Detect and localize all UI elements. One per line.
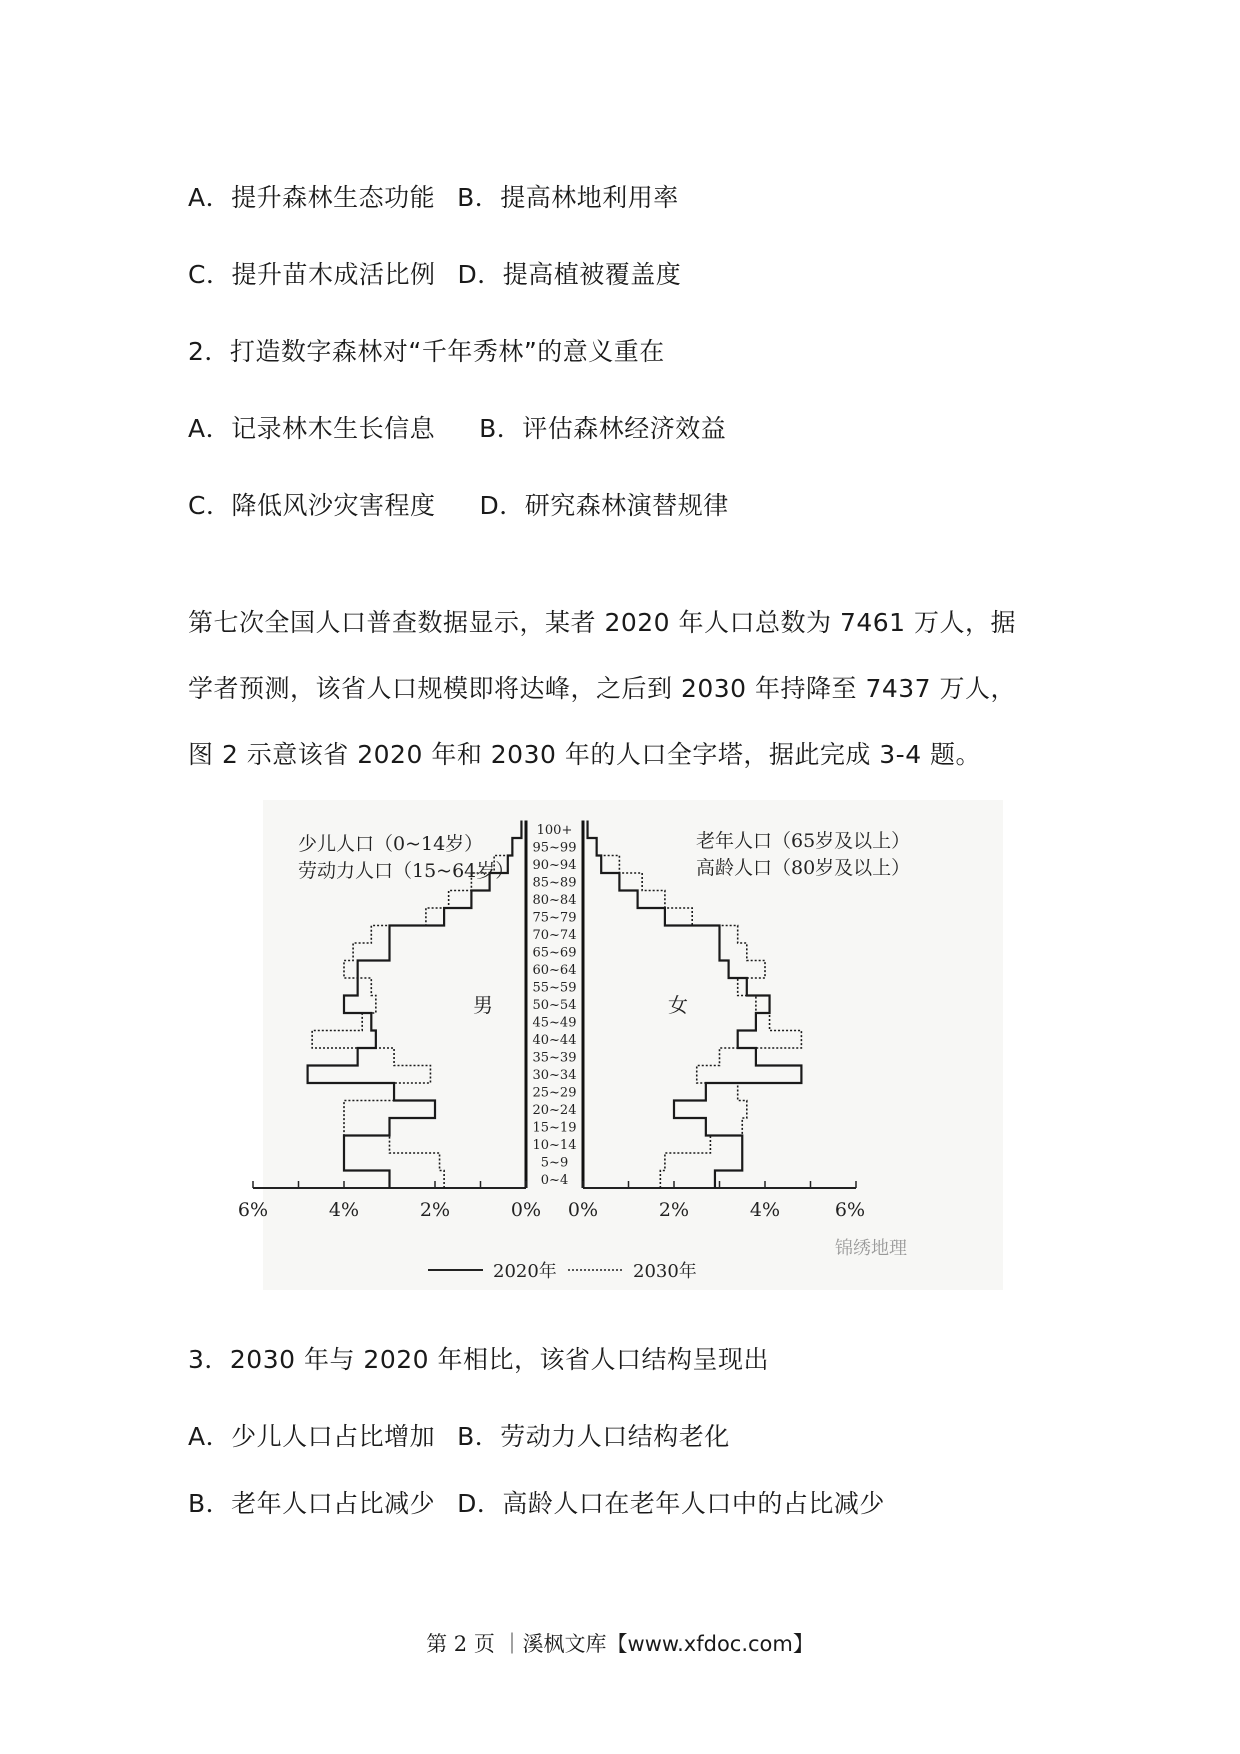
legend-labor-population: 劳动力人口（15~64岁） <box>298 860 515 882</box>
x-tick-label-female: 4% <box>749 1199 781 1221</box>
age-group-label: 35~39 <box>532 1050 577 1066</box>
q3-stem: 3．2030 年与 2020 年相比，该省人口结构呈现出 <box>188 1345 769 1374</box>
legend-very-old-population: 高龄人口（80岁及以上） <box>696 857 911 879</box>
q3-options-row2 <box>188 1484 885 1520</box>
x-tick-label-male: 6% <box>237 1199 269 1221</box>
q2-option-a[interactable]: A．记录林木生长信息 <box>188 414 436 443</box>
age-group-label: 30~34 <box>532 1068 577 1083</box>
intro-line-3: 图 2 示意该省 2020 年和 2030 年的人口全字塔，据此完成 3-4 题。 <box>188 740 982 769</box>
q2-options-row2 <box>188 486 729 522</box>
age-group-label: 90~94 <box>532 858 577 873</box>
age-group-label: 70~74 <box>532 928 577 943</box>
age-group-label: 40~44 <box>532 1033 577 1048</box>
q2-option-d[interactable]: D．研究森林演替规律 <box>479 491 729 520</box>
q2-stem: 2．打造数字森林对“千年秀林”的意义重在 <box>188 337 665 366</box>
page-footer <box>0 1628 1240 1658</box>
age-group-label: 25~29 <box>532 1085 577 1101</box>
age-group-label: 60~64 <box>532 963 577 978</box>
intro-paragraph <box>188 590 1068 788</box>
q3-option-d[interactable]: D．高龄人口在老年人口中的占比减少 <box>457 1489 885 1518</box>
population-pyramid-figure <box>237 800 1003 1290</box>
q3-option-a[interactable]: A．少儿人口占比增加 <box>188 1422 436 1451</box>
age-group-label: 75~79 <box>532 910 577 926</box>
q3-option-b[interactable]: B．劳动力人口结构老化 <box>457 1422 730 1451</box>
age-group-label: 10~14 <box>532 1138 577 1153</box>
age-group-label: 55~59 <box>532 980 577 996</box>
intro-line-1: 第七次全国人口普查数据显示，某者 2020 年人口总数为 7461 万人，据 <box>188 608 1017 637</box>
q1-option-d[interactable]: D．提高植被覆盖度 <box>457 260 682 289</box>
population-pyramid-chart <box>237 800 1003 1290</box>
footer-link[interactable]: 【www.xfdoc.com】 <box>606 1632 814 1656</box>
female-label: 女 <box>668 993 688 1017</box>
age-group-label: 95~99 <box>532 840 577 856</box>
watermark: 锦绣地理 <box>835 1238 907 1259</box>
q1-options-row1 <box>188 178 679 214</box>
footer-page: 第 2 页 ｜溪枫文库 <box>426 1632 607 1656</box>
legend-2020-label: 2020年 <box>493 1261 557 1282</box>
age-group-label: 5~9 <box>540 1155 569 1171</box>
q2-options-row1 <box>188 409 726 445</box>
legend-child-population: 少儿人口（0~14岁） <box>298 833 484 855</box>
age-group-label: 50~54 <box>532 998 577 1013</box>
x-tick-label-female: 0% <box>567 1199 599 1221</box>
q3-option-c[interactable]: B．老年人口占比减少 <box>188 1489 436 1518</box>
age-group-label: 85~89 <box>532 875 577 891</box>
q1-option-a[interactable]: A．提升森林生态功能 <box>188 183 436 212</box>
x-tick-label-male: 0% <box>510 1199 542 1221</box>
q1-options-row2 <box>188 255 681 291</box>
age-group-label: 15~19 <box>532 1120 577 1136</box>
q2-option-b[interactable]: B．评估森林经济效益 <box>479 414 727 443</box>
age-group-label: 20~24 <box>532 1103 577 1118</box>
age-group-label: 65~69 <box>532 945 577 961</box>
x-tick-label-male: 4% <box>328 1199 360 1221</box>
age-group-label: 80~84 <box>532 893 577 908</box>
q1-option-b[interactable]: B．提高林地利用率 <box>457 183 679 212</box>
q2-option-c[interactable]: C．降低风沙灾害程度 <box>188 491 436 520</box>
intro-line-2: 学者预测，该省人口规模即将达峰，之后到 2030 年持降至 7437 万人， <box>188 674 1017 703</box>
q3-options-row1 <box>188 1417 730 1453</box>
x-tick-label-female: 2% <box>658 1199 690 1221</box>
q1-option-c[interactable]: C．提升苗木成活比例 <box>188 260 436 289</box>
x-tick-label-male: 2% <box>419 1199 451 1221</box>
age-group-label: 0~4 <box>540 1173 569 1188</box>
age-group-label: 45~49 <box>532 1015 577 1031</box>
legend-elderly-population: 老年人口（65岁及以上） <box>696 830 911 852</box>
x-tick-label-female: 6% <box>834 1199 866 1221</box>
male-label: 男 <box>473 993 493 1017</box>
age-group-label: 100+ <box>536 823 573 838</box>
legend-2030-label: 2030年 <box>633 1261 697 1282</box>
